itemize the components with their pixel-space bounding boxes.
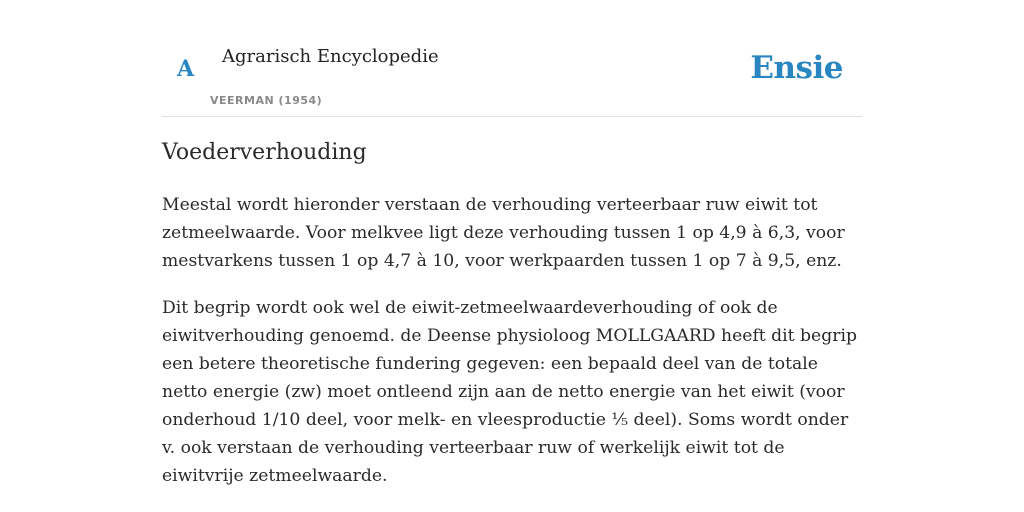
paragraph-1: Meestal wordt hieronder verstaan de verhouding verteerbaar ruw eiwit tot zetmeelwaarde. Voor melkvee ligt deze verhouding tussen 1 op 4,9 à 6,3, voor mestvarkens tussen 1 op 4,7 à 10, voor werkpaarden tussen 1 op 7 à 9,5, enz.	[162, 195, 845, 271]
article-title: Voederverhouding	[162, 140, 367, 165]
author-label: VEERMAN (1954)	[210, 94, 323, 107]
header	[162, 0, 862, 117]
source-title[interactable]: Agrarisch Encyclopedie	[222, 46, 439, 67]
article-body	[162, 191, 862, 509]
ensie-logo[interactable]: Ensie	[750, 50, 843, 86]
letter-index-link[interactable]: A	[177, 56, 195, 82]
paragraph-2: Dit begrip wordt ook wel de eiwit-zetmeelwaardeverhouding of ook de eiwitverhouding genoemd. de Deense physioloog MOLLGAARD heeft dit begrip een betere theoretische fundering gegeven: een bepaald deel van de totale netto energie (zw) moet ontleend zijn aan de netto energie van het eiwit (voor onderhoud 1/10 deel, voor melk- en vleesproductie ⅕ deel). Soms wordt onder v. ook verstaan de verhouding verteerbaar ruw of werkelijk eiwit tot de eiwitvrije zetmeelwaarde.	[162, 298, 857, 486]
